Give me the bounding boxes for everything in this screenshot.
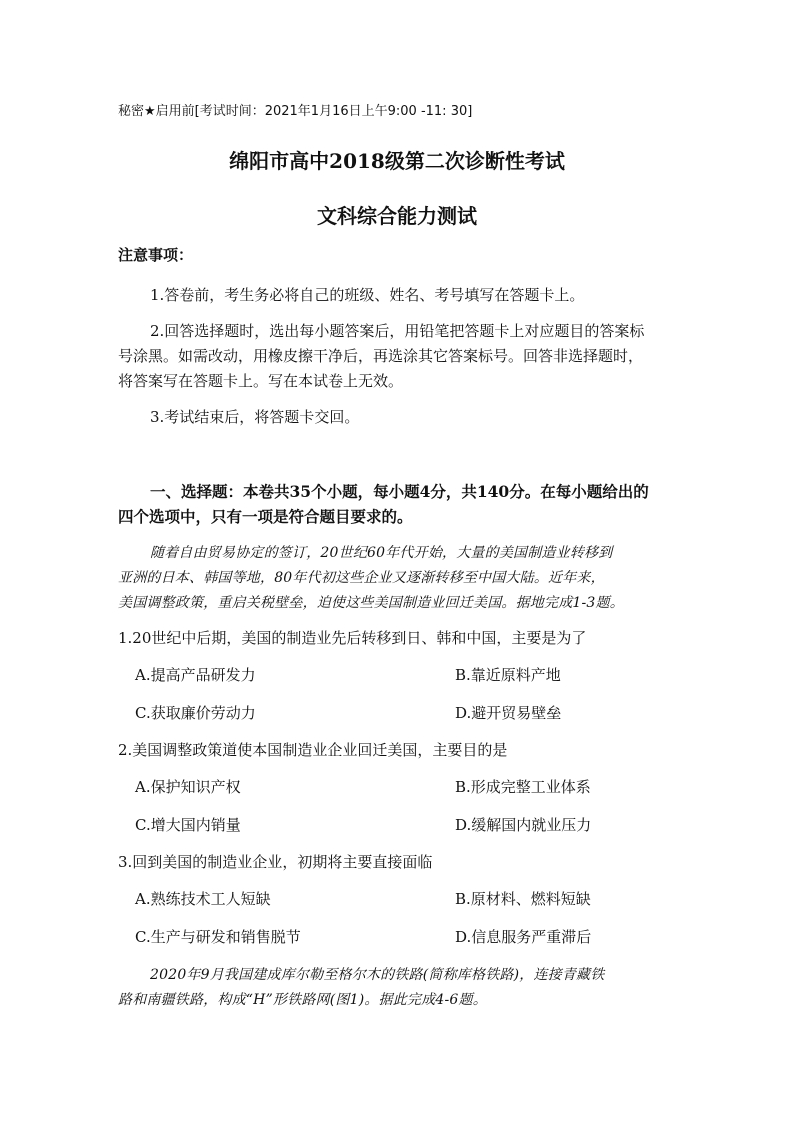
question-3-option-a: A.熟练技术工人短缺 <box>135 890 271 908</box>
question-3-option-d: D.信息服务严重滞后 <box>455 928 592 946</box>
section-heading-line2: 四个选项中，只有一项是符合题目要求的。 <box>118 507 413 526</box>
notes-item-2-line1: 2.回答选择题时，选出每小题答案后，用铅笔把答题卡上对应题目的答案标 <box>150 322 645 340</box>
passage1-line3: 美国调整政策，重启关税壁垒，迫使这些美国制造业回迁美国。据地完成1-3题。 <box>118 595 624 611</box>
question-2-stem: 2.美国调整政策道使本国制造业企业回迁美国，主要目的是 <box>118 741 508 759</box>
passage2-line2: 路和南疆铁路，构成“H”形铁路网(图1)。据此完成4-6题。 <box>118 992 487 1008</box>
question-1-option-c: C.获取廉价劳动力 <box>135 704 256 722</box>
question-3-option-b: B.原材料、燃料短缺 <box>455 890 591 908</box>
notes-heading: 注意事项： <box>118 246 194 264</box>
notes-item-3: 3.考试结束后，将答题卡交回。 <box>150 408 360 426</box>
question-1-option-a: A.提高产品研发力 <box>135 666 256 684</box>
question-3-stem: 3.回到美国的制造业企业，初期将主要直接面临 <box>118 853 433 871</box>
question-2-option-c: C.增大国内销量 <box>135 816 241 834</box>
passage2-line1: 2020年9月我国建成库尔勒至格尔木的铁路(简称库格铁路)，连接青藏铁 <box>150 967 605 983</box>
question-1-stem: 1.20世纪中后期，美国的制造业先后转移到日、韩和中国，主要是为了 <box>118 629 587 647</box>
passage1-line1: 随着自由贸易协定的签订，20世纪60年代开始，大量的美国制造业转移到 <box>150 545 613 561</box>
notes-item-2-line2: 号涂黑。如需改动，用橡皮擦干净后，再选涂其它答案标号。回答非选择题时， <box>118 347 644 365</box>
secret-line: 秘密★启用前[考试时间：2021年1月16日上午9:00 -11: 30] <box>118 104 473 119</box>
exam-subtitle: 文科综合能力测试 <box>317 204 477 228</box>
notes-item-1: 1.答卷前，考生务必将自己的班级、姓名、考号填写在答题卡上。 <box>150 286 585 304</box>
notes-item-2-line3: 将答案写在答题卡上。写在本试卷上无效。 <box>118 372 404 390</box>
exam-title: 绵阳市高中2018级第二次诊断性考试 <box>229 149 565 173</box>
question-2-option-d: D.缓解国内就业压力 <box>455 816 592 834</box>
section-heading-line1: 一、选择题：本卷共35个小题，每小题4分，共140分。在每小题给出的 <box>150 482 649 501</box>
passage1-line2: 亚洲的日本、韩国等地，80年代初这些企业又逐渐转移至中国大陆。近年来， <box>118 570 605 586</box>
question-2-option-a: A.保护知识产权 <box>135 778 241 796</box>
question-2-option-b: B.形成完整工业体系 <box>455 778 591 796</box>
question-1-option-b: B.靠近原料产地 <box>455 666 561 684</box>
question-3-option-c: C.生产与研发和销售脱节 <box>135 928 301 946</box>
question-1-option-d: D.避开贸易壁垒 <box>455 704 562 722</box>
